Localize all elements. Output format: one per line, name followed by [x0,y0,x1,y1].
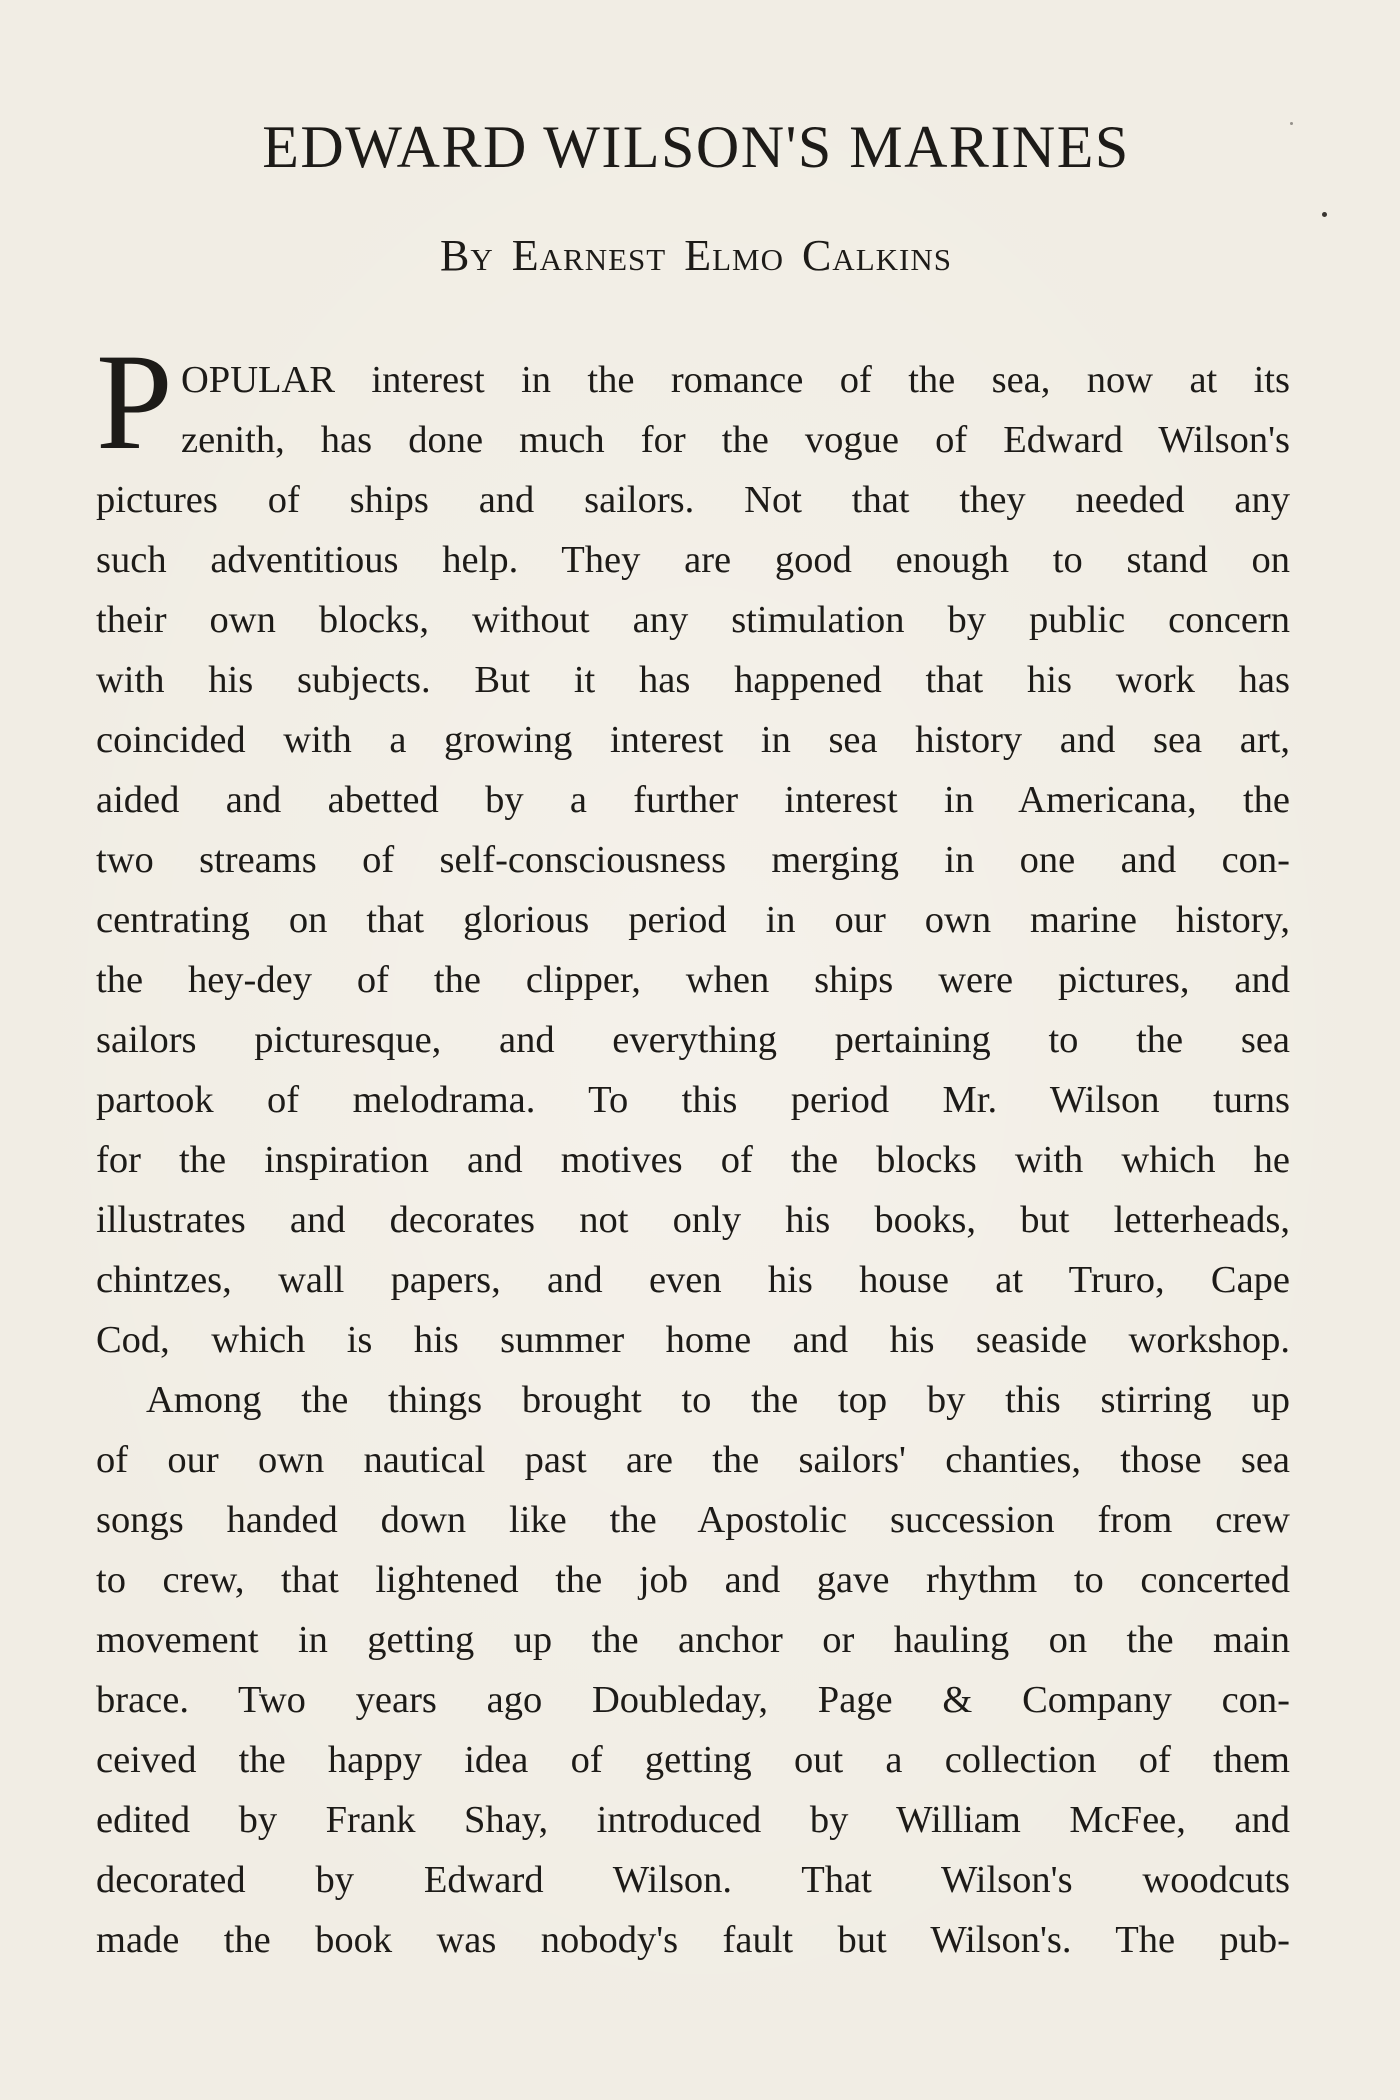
text-line: illustrates and decorates not only his books, but letterheads, [96,1199,1290,1241]
text-line: chintzes, wall papers, and even his house at Truro, Cape [96,1259,1290,1301]
paragraph-1 [96,350,1290,1370]
text-line: decorated by Edward Wilson. That Wilson's woodcuts [96,1859,1290,1901]
text-line: centrating on that glorious period in our own marine history, [96,899,1290,941]
text-line: of our own nautical past are the sailors' chanties, those sea [96,1439,1290,1481]
text-line: zenith, has done much for the vogue of Edward Wilson's [181,419,1290,461]
article-body [96,350,1290,1970]
article-title: EDWARD WILSON'S MARINES [262,114,1130,180]
text-line: brace. Two years ago Doubleday, Page & Company con- [96,1679,1290,1721]
text-line: with his subjects. But it has happened that his work has [96,659,1290,701]
text-line: for the inspiration and motives of the blocks with which he [96,1139,1290,1181]
text-line: pictures of ships and sailors. Not that they needed any [96,479,1290,521]
text-line: made the book was nobody's fault but Wilson's. The pub- [96,1919,1290,1961]
drop-cap: P [96,325,173,478]
text-line: movement in getting up the anchor or hauling on the main [96,1619,1290,1661]
paper-speck [1290,122,1293,125]
text-line: to crew, that lightened the job and gave rhythm to concerted [96,1559,1290,1601]
text-line: partook of melodrama. To this period Mr. Wilson turns [96,1079,1290,1121]
text-line: such adventitious help. They are good enough to stand on [96,539,1290,581]
text-line: OPULAR interest in the romance of the sea, now at its [181,359,1290,401]
text-line: aided and abetted by a further interest in Americana, the [96,779,1290,821]
text-line: the hey-dey of the clipper, when ships were pictures, and [96,959,1290,1001]
text-line: Among the things brought to the top by this stirring up [146,1379,1290,1421]
text-line: coincided with a growing interest in sea history and sea art, [96,719,1290,761]
article-byline: By Earnest Elmo Calkins [440,231,952,280]
paper-speck [1322,212,1327,217]
text-line: edited by Frank Shay, introduced by William McFee, and [96,1799,1290,1841]
text-line: sailors picturesque, and everything pertaining to the sea [96,1019,1290,1061]
text-line: ceived the happy idea of getting out a collection of them [96,1739,1290,1781]
paragraph-2 [96,1370,1290,1970]
text-line: Cod, which is his summer home and his seaside workshop. [96,1319,1290,1361]
text-line: songs handed down like the Apostolic succession from crew [96,1499,1290,1541]
text-line: their own blocks, without any stimulation by public concern [96,599,1290,641]
text-line: two streams of self-consciousness merging in one and con- [96,839,1290,881]
